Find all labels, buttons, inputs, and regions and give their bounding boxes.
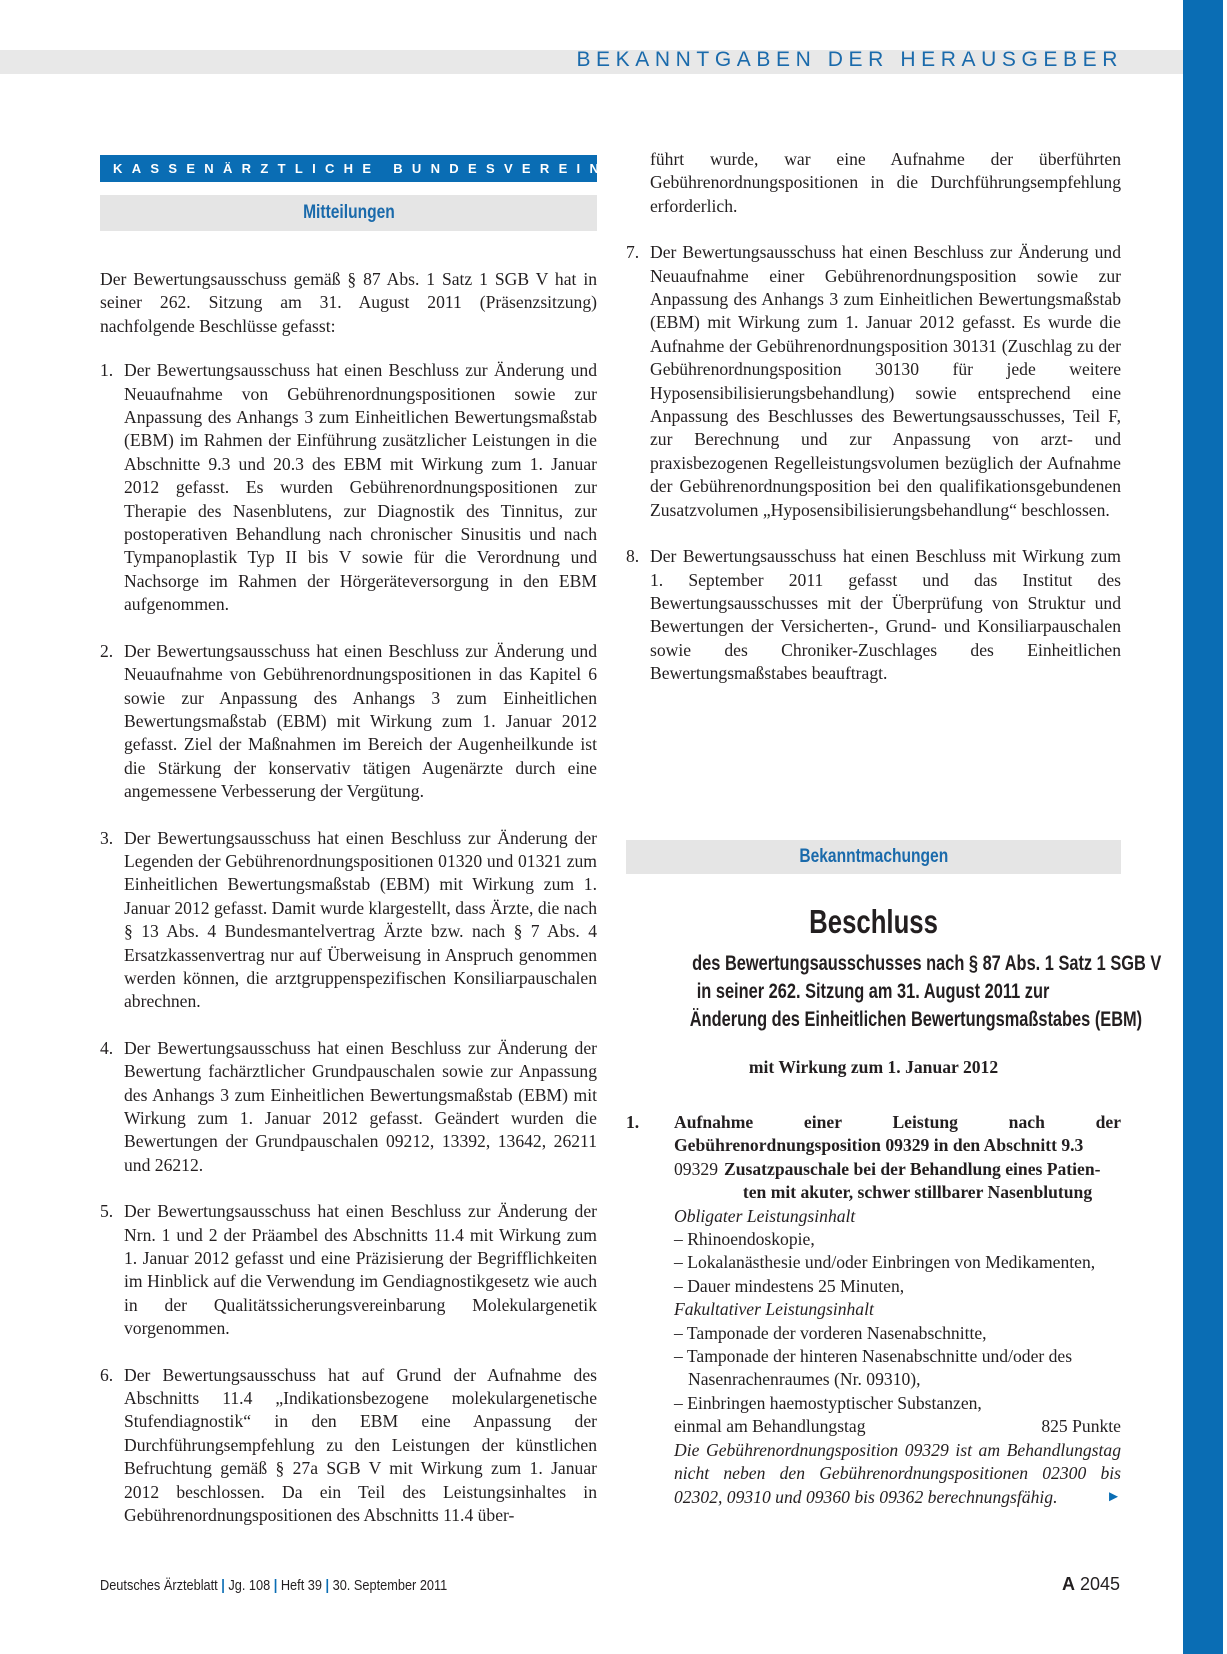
page-number-value: 2045 (1079, 1574, 1120, 1594)
list-item (100, 1037, 597, 1177)
item-number: 8. (626, 546, 640, 567)
list-item: – Tamponade der hinteren Nasenabschnitte und/oder des Nasenrachenraumes (Nr. 09310), (674, 1346, 1073, 1390)
fee-position-title-line: ten mit akuter, schwer stillbarer Nasenblutung (742, 1182, 1093, 1203)
item-text: Der Bewertungsausschuss hat einen Beschluss zur Änderung der Nrn. 1 und 2 der Präambel des Abschnitts 11.4 mit Wirkung zum 1. Januar 2012 gefasst und eine Präzisierung der Begrifflichkeiten im Hinblick auf die Verwendung im Gendiagnostikgesetz wie auch in der Qualitätssicherungsvereinbarung Molekulargenetik vorgenommen. (124, 1201, 597, 1339)
list-item (100, 1200, 597, 1340)
list-item (100, 640, 597, 804)
item-number: 4. (100, 1037, 114, 1058)
footer-citation (100, 1578, 447, 1594)
list-item: – Rhinoendoskopie, (674, 1229, 815, 1250)
section-heading-mitteilungen (100, 195, 597, 231)
resolution-subtitle-line: Änderung des Einheitlichen Bewertungsmaßstabes (EBM) (689, 1008, 1143, 1031)
item-text: Der Bewertungsausschuss hat einen Beschluss zur Änderung und Neuaufnahme von Gebührenordnungspositionen in das Kapitel 6 sowie zur Anpassung des Anhangs 3 zum Einheitlichen Bewertungsmaßstab (EBM) mit Wirkung zum 1. Januar 2012 gefasst. Ziel der Maßnahmen im Bereich der Augenheilkunde ist die Stärkung der konservativ tätigen Augenärzte durch eine angemessene Verbesserung der Vergütung. (124, 640, 597, 802)
journal-name: Deutsches Ärzteblatt (100, 1578, 218, 1594)
item-text: Der Bewertungsausschuss hat auf Grund der Aufnahme des Abschnitts 11.4 „Indikationsbezogene molekulargenetische Stufendiagnostik“ in den EBM eine Anpassung der Durchführungsempfehlung zu den Leistungen der künstlichen Befruchtung gemäß § 27a SGB V mit Wirkung zum 1. Januar 2012 beschlossen. Da ein Teil des Leistungsinhaltes in Gebührenordnungspositionen des Abschnitts 11.4 über- (124, 1364, 597, 1526)
section-heading-bekanntmachungen (626, 840, 1121, 874)
intro-paragraph: Der Bewertungsausschuss gemäß § 87 Abs. 1 Satz 1 SGB V hat in seiner 262. Sitzung am 31. August 2011 (Präsenzsitzung) nachfolgende Beschlüsse gefasst: (100, 269, 597, 336)
points-row (674, 1415, 1121, 1438)
continue-arrow-icon: ► (1106, 1488, 1121, 1505)
optional-label: Fakultativer Leistungsinhalt (674, 1299, 874, 1320)
decision-list (100, 359, 597, 1527)
heading-text: Bekanntmachungen (799, 846, 948, 867)
resolution-header (626, 900, 1162, 1079)
fee-position-title-line: Zusatzpauschale bei der Behandlung eines Patien- (723, 1158, 1101, 1179)
volume: Jg. 108 (228, 1578, 271, 1594)
fee-position-title (626, 1158, 1121, 1205)
heading-text: Mitteilungen (302, 202, 395, 223)
decision-list-continued (626, 241, 1121, 685)
effective-date: mit Wirkung zum 1. Januar 2012 (748, 1057, 999, 1077)
section-header: BEKANNTGABEN DER HERAUSGEBER (576, 48, 1123, 71)
item-number: 5. (100, 1201, 114, 1222)
list-item: – Einbringen haemostyptischer Substanzen, (674, 1392, 982, 1413)
resolution-detail (626, 1111, 1121, 1509)
separator: | (325, 1578, 330, 1594)
list-item (626, 241, 1121, 522)
section-title-text: Aufnahme einer Leistung nach der Gebührenordnungsposition 09329 in den Abschnitt 9.3 (674, 1112, 1121, 1156)
separator: | (221, 1578, 225, 1594)
item-text: Der Bewertungsausschuss hat einen Beschluss zur Änderung und Neuaufnahme von Gebührenordnungspositionen sowie zur Anpassung des Anhangs 3 zum Einheitlichen Bewertungsmaßstab (EBM) im Rahmen der Einführung zusätzlicher Leistungen in die Abschnitte 9.3 und 20.3 des EBM mit Wirkung zum 1. Januar 2012 gefasst. Es wurden Gebührenordnungspositionen zur Therapie des Nasenblutens, zur Diagnostik des Tinnitus, zur postoperativen Behandlung nach chronischer Sinusitis und nach Tympanoplastik Typ II bis V sowie für die Verordnung und Nachsorge im Rahmen der Hörgeräteversorgung in den EBM aufgenommen. (124, 360, 597, 615)
section-title (626, 1111, 1121, 1158)
page-prefix: A (1061, 1574, 1075, 1594)
fee-position-body (626, 1205, 1121, 1509)
section-number: 1. (626, 1112, 640, 1132)
points-value: 825 Punkte (1041, 1416, 1121, 1437)
item-text: Der Bewertungsausschuss hat einen Beschluss zur Änderung der Bewertung fachärztlicher Grundpauschalen sowie zur Anpassung des Anhangs 3 zum Einheitlichen Bewertungsmaßstab (EBM) mit Wirkung zum 1. Januar 2012 gefasst. Geändert wurden die Bewertungen der Grundpauschalen 09212, 13392, 13642, 26211 und 26212. (124, 1037, 597, 1175)
obligatory-label: Obligater Leistungsinhalt (674, 1205, 856, 1226)
list-item (100, 827, 597, 1014)
resolution-subtitle-line: des Bewertungsausschusses nach § 87 Abs. 1 Satz 1 SGB V (692, 952, 1162, 975)
item-text: Der Bewertungsausschuss hat einen Beschluss zur Änderung und Neuaufnahme einer Gebührenordnungsposition sowie zur Anpassung des Anhangs 3 zum Einheitlichen Bewertungsmaßstab (EBM) mit Wirkung zum 1. Januar 2012 gefasst. Es wurde die Aufnahme der Gebührenordnungsposition 30131 (Zuschlag zu der Gebührenordnungsposition 30130 für jede weitere Hyposensibilisierungsbehandlung) sowie entsprechend eine Anpassung des Beschlusses des Bewertungsausschusses, Teil F, zur Berechnung und zur Anpassung von arzt- und praxisbezogenen Regelleistungsvolumen bezüglich der Aufnahme der Gebührenordnungsposition bei den qualifikationsgebundenen Zusatzvolumen „Hyposensibilisierungsbehandlung“ beschlossen. (650, 242, 1121, 520)
continuation-text: führt wurde, war eine Aufnahme der überführten Gebührenordnungspositionen in die Durchführungsempfehlung erforderlich. (650, 149, 1121, 216)
item-number: 7. (626, 242, 640, 263)
resolution-subtitle-line: in seiner 262. Sitzung am 31. August 2011 zur (697, 980, 1050, 1003)
issue: Heft 39 (280, 1578, 322, 1594)
separator: | (273, 1578, 278, 1594)
right-column (626, 148, 1121, 709)
organization-banner: KASSENÄRZTLICHE BUNDESVEREINIGUNG (100, 155, 597, 182)
frequency-text: einmal am Behandlungstag (674, 1416, 866, 1437)
list-item (626, 545, 1121, 685)
item-text: Der Bewertungsausschuss hat einen Beschluss mit Wirkung zum 1. September 2011 gefasst und das Institut des Bewertungsausschusses mit der Überprüfung von Struktur und Bewertungen der Versicherten-, Grund- und Konsiliarpauschalen sowie des Chroniker-Zuschlages des Einheitlichen Bewertungsmaßstabes beauftragt. (650, 546, 1121, 684)
item-number: 2. (100, 640, 114, 661)
item-number: 6. (100, 1364, 114, 1385)
list-item (100, 359, 597, 616)
left-column (100, 268, 597, 1551)
list-item (100, 1364, 597, 1528)
note-content: Die Gebührenordnungsposition 09329 ist am Behandlungstag nicht neben den Gebührenordnungspositionen 02300 bis 02302, 09310 und 09360 bis 09362 berechnungsfähig. (674, 1439, 1121, 1507)
item-number: 3. (100, 827, 114, 848)
item-number: 1. (100, 360, 114, 381)
list-item: – Tamponade der vorderen Nasenabschnitte, (674, 1322, 987, 1343)
item-text: Der Bewertungsausschuss hat einen Beschluss zur Änderung der Legenden der Gebührenordnungspositionen 01320 und 01321 zum Einheitlichen Bewertungsmaßstab (EBM) mit Wirkung zum 1. Januar 2012 gefasst. Damit wurde klargestellt, dass Ärzte, die nach § 13 Abs. 4 Bundesmantelvertrag Ärzte bzw. nach § 7 Abs. 4 Ersatzkassenvertrag nur auf Überweisung in Anspruch genommen werden können, die arztgruppenspezifischen Konsiliarpauschalen abrechnen. (124, 827, 597, 1012)
fee-position-code: 09329 (674, 1158, 718, 1179)
side-color-bar (1183, 0, 1223, 1654)
list-item: – Lokalanästhesie und/oder Einbringen von Medikamenten, (674, 1252, 1096, 1273)
page-number (1062, 1574, 1120, 1595)
list-item: – Dauer mindestens 25 Minuten, (674, 1275, 905, 1296)
issue-date: 30. September 2011 (332, 1578, 448, 1594)
note-text (674, 1439, 1121, 1509)
resolution-title: Beschluss (809, 903, 938, 940)
